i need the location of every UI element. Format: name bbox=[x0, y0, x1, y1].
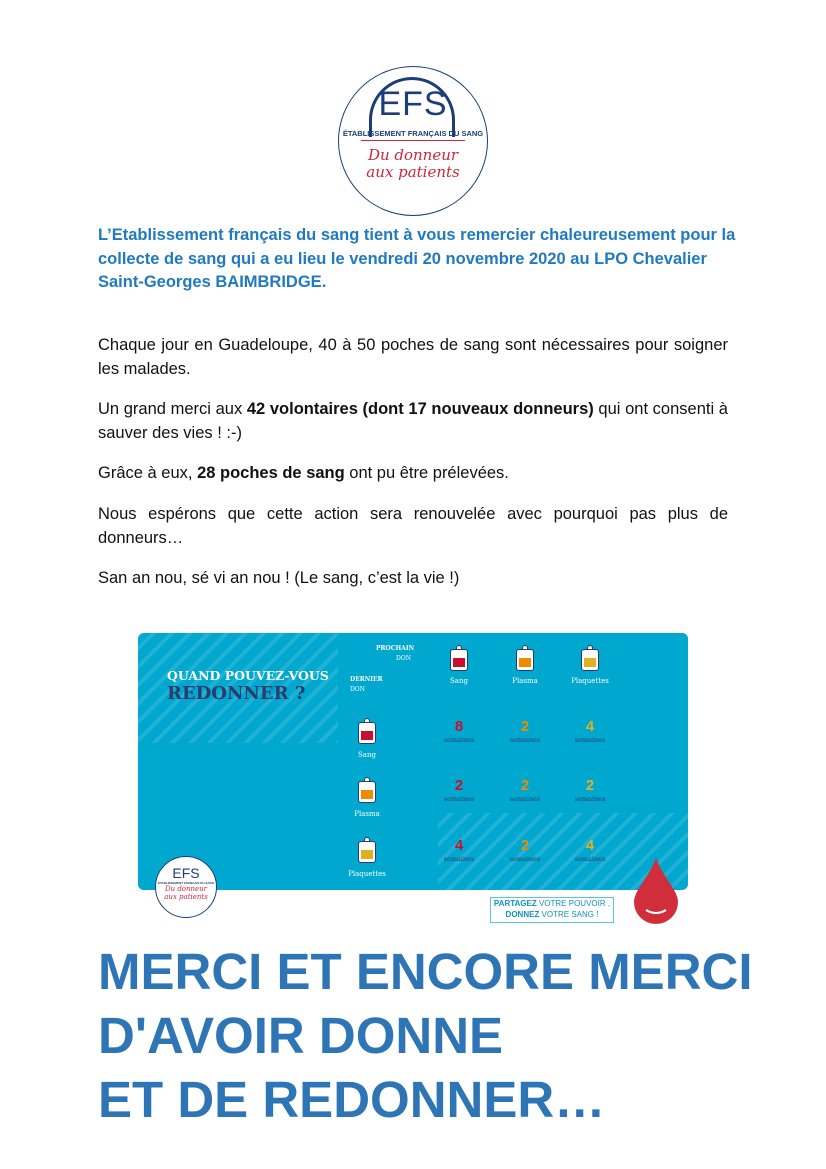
interval-unit: semaines bbox=[574, 795, 606, 803]
small-tagline-2: aux patients bbox=[164, 893, 208, 901]
paragraph-2 bbox=[98, 398, 728, 445]
closing-line-1: MERCI ET ENCORE MERCI bbox=[98, 943, 753, 1000]
closing-message bbox=[98, 940, 753, 1132]
interval-unit: semaines bbox=[509, 855, 541, 863]
logo-acronym: EFS bbox=[378, 85, 448, 123]
blood-bag-icon bbox=[516, 645, 534, 671]
interval-value: 2 bbox=[520, 837, 530, 854]
interval-value: 4 bbox=[454, 837, 464, 854]
row-label: Sang bbox=[358, 751, 376, 759]
blood-bag-icon bbox=[358, 777, 376, 803]
interval-value: 2 bbox=[520, 718, 530, 735]
blood-bag-icon bbox=[581, 645, 599, 671]
bubble-bold-1: PARTAGEZ bbox=[493, 899, 537, 908]
interval-unit: semaines bbox=[443, 736, 475, 744]
interval-unit: semaines bbox=[443, 795, 475, 803]
blood-drop-icon bbox=[632, 858, 680, 924]
interval-value: 8 bbox=[454, 718, 464, 735]
logo-rule bbox=[361, 140, 465, 141]
logo-full-name: ÉTABLISSEMENT FRANÇAIS DU SANG bbox=[342, 129, 484, 138]
small-logo-acronym: EFS bbox=[172, 865, 200, 881]
column-label: Plasma bbox=[512, 677, 538, 685]
interval-value: 2 bbox=[585, 777, 595, 794]
intro-heading: L’Etablissement français du sang tient à vous remercier chaleureusement pour la collecte de sang qui a eu lieu le vendredi 20 novembre 2020 au LPO Chevalier Saint-Georges BAIMBRIDGE. bbox=[98, 226, 736, 291]
infographic-title-2: REDONNER ? bbox=[167, 683, 306, 704]
p2-text-end: qui ont consenti à sauver des vies ! :-) bbox=[98, 400, 728, 442]
column-label: Plaquettes bbox=[571, 677, 609, 685]
efs-logo bbox=[338, 66, 488, 216]
logo-tagline bbox=[339, 147, 487, 181]
donation-interval-infographic bbox=[138, 633, 688, 890]
interval-value: 4 bbox=[585, 718, 595, 735]
closing-line-2: D'AVOIR DONNE bbox=[98, 1007, 504, 1064]
next-sub: DON bbox=[396, 655, 411, 662]
p3-text-end: ont pu être prélevées. bbox=[344, 464, 509, 482]
interval-unit: semaines bbox=[509, 795, 541, 803]
next-label: PROCHAIN bbox=[376, 645, 415, 652]
closing-line-3: ET DE REDONNER… bbox=[98, 1071, 606, 1128]
row-label: Plasma bbox=[354, 810, 380, 818]
paragraph-5: San an nou, sé vi an nou ! (Le sang, c’est la vie !) bbox=[98, 569, 460, 587]
p2-bold: 42 volontaires (dont 17 nouveaux donneurs) bbox=[246, 400, 594, 418]
paragraph-1: Chaque jour en Guadeloupe, 40 à 50 poches de sang sont nécessaires pour soigner les malades. bbox=[98, 336, 728, 378]
interval-unit: semaines bbox=[443, 855, 475, 863]
p3-bold: 28 poches de sang bbox=[197, 464, 345, 482]
blood-bag-icon bbox=[358, 837, 376, 863]
interval-unit: semaines bbox=[509, 736, 541, 744]
interval-unit: semaines bbox=[574, 736, 606, 744]
interval-value: 2 bbox=[454, 777, 464, 794]
tagline-line2: aux patients bbox=[366, 163, 460, 181]
small-tagline-1: Du donneur bbox=[164, 885, 208, 893]
tagline-line1: Du donneur bbox=[367, 146, 459, 164]
paragraph-3 bbox=[98, 462, 728, 486]
interval-unit: semaines bbox=[574, 855, 606, 863]
last-label: DERNIER bbox=[350, 676, 383, 683]
p3-text: Grâce à eux, bbox=[98, 464, 198, 482]
paragraph-4: Nous espérons que cette action sera renouvelée avec pourquoi pas plus de donneurs… bbox=[98, 505, 728, 547]
blood-bag-icon bbox=[358, 718, 376, 744]
share-bubble bbox=[490, 897, 614, 923]
blood-bag-icon bbox=[450, 645, 468, 671]
bubble-text-1: VOTRE POUVOIR , bbox=[536, 899, 611, 908]
p2-text: Un grand merci aux bbox=[98, 400, 247, 418]
interval-value: 4 bbox=[585, 837, 595, 854]
infographic-title-1: QUAND POUVEZ-VOUS bbox=[167, 668, 329, 683]
bubble-bold-2: DONNEZ bbox=[505, 910, 540, 919]
bubble-text-2: VOTRE SANG ! bbox=[539, 910, 599, 919]
interval-value: 2 bbox=[520, 777, 530, 794]
column-label: Sang bbox=[450, 677, 468, 685]
efs-logo-small bbox=[155, 856, 217, 918]
small-logo-name: ÉTABLISSEMENT FRANÇAIS DU SANG bbox=[157, 881, 215, 885]
row-label: Plaquettes bbox=[348, 870, 386, 878]
last-sub: DON bbox=[350, 686, 365, 693]
